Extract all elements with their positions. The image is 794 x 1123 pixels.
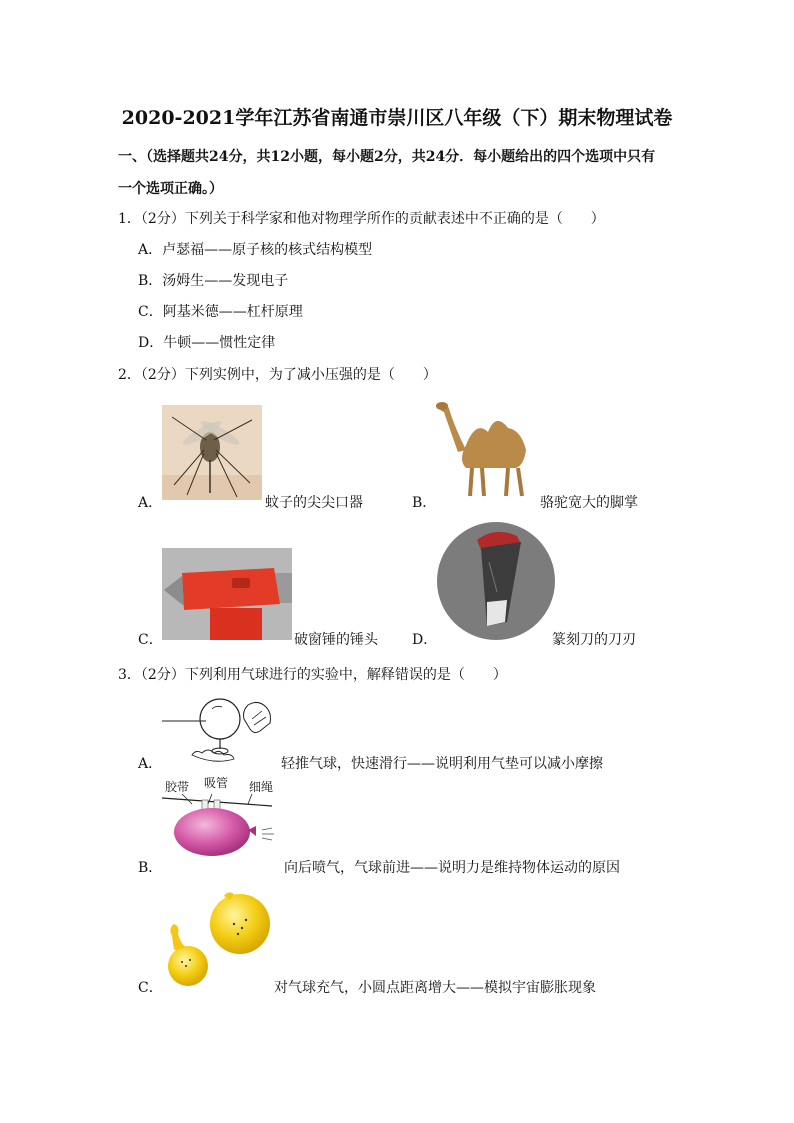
question-3-option-c-text: 对气球充气，小圆点距离增大——模拟宇宙膨胀现象 bbox=[274, 980, 596, 996]
question-3-option-a-text: 轻推气球，快速滑行——说明利用气垫可以减小摩擦 bbox=[281, 756, 603, 772]
question-2-option-c-text: 破窗锤的锤头 bbox=[294, 632, 378, 648]
yellow-balloons-image bbox=[164, 890, 272, 990]
question-2-option-b-letter: B． bbox=[412, 495, 437, 511]
section-header-line1: 一、（选择题共24分，共12小题，每小题2分，共24分．每小题给出的四个选项中只有 bbox=[118, 149, 656, 165]
camel-image bbox=[436, 390, 536, 500]
section-header-line2: 一个选项正确。） bbox=[118, 181, 223, 197]
question-3-option-c-letter: C． bbox=[138, 980, 163, 996]
question-3-stem: 3．（2分）下列利用气球进行的实验中，解释错误的是（ ） bbox=[118, 667, 507, 683]
question-1-stem: 1．（2分）下列关于科学家和他对物理学所作的贡献表述中不正确的是（ ） bbox=[118, 211, 605, 227]
carving-knife-image bbox=[437, 522, 555, 640]
page-title: 2020-2021学年江苏省南通市崇川区八年级（下）期末物理试卷 bbox=[121, 107, 673, 129]
question-1-option-c: C．阿基米德——杠杆原理 bbox=[138, 304, 303, 320]
question-3-option-a-letter: A． bbox=[138, 756, 163, 772]
question-2-option-b-text: 骆驼宽大的脚掌 bbox=[540, 495, 638, 511]
question-1-option-d: D．牛顿——惯性定律 bbox=[138, 335, 276, 351]
balloon-push-diagram bbox=[162, 697, 282, 769]
question-1-option-b: B．汤姆生——发现电子 bbox=[138, 273, 289, 289]
label-tape: 胶带 bbox=[165, 780, 190, 794]
label-straw: 吸管 bbox=[204, 776, 229, 790]
question-2-option-a-letter: A． bbox=[138, 495, 163, 511]
question-2-stem: 2．（2分）下列实例中，为了减小压强的是（ ） bbox=[118, 367, 437, 383]
question-2-option-a-text: 蚊子的尖尖口器 bbox=[265, 495, 363, 511]
mosquito-image bbox=[162, 405, 262, 500]
balloon-jet-diagram bbox=[162, 794, 292, 858]
question-2-option-d-letter: D． bbox=[412, 632, 438, 648]
question-3-option-b-text: 向后喷气，气球前进——说明力是维持物体运动的原因 bbox=[284, 860, 620, 876]
label-string: 细绳 bbox=[249, 780, 274, 794]
question-3-option-b-letter: B． bbox=[138, 860, 163, 876]
question-1-option-a: A．卢瑟福——原子核的核式结构模型 bbox=[138, 242, 373, 258]
question-2-option-c-letter: C． bbox=[138, 632, 163, 648]
safety-hammer-image bbox=[162, 548, 292, 640]
question-2-option-d-text: 篆刻刀的刀刃 bbox=[552, 632, 636, 648]
